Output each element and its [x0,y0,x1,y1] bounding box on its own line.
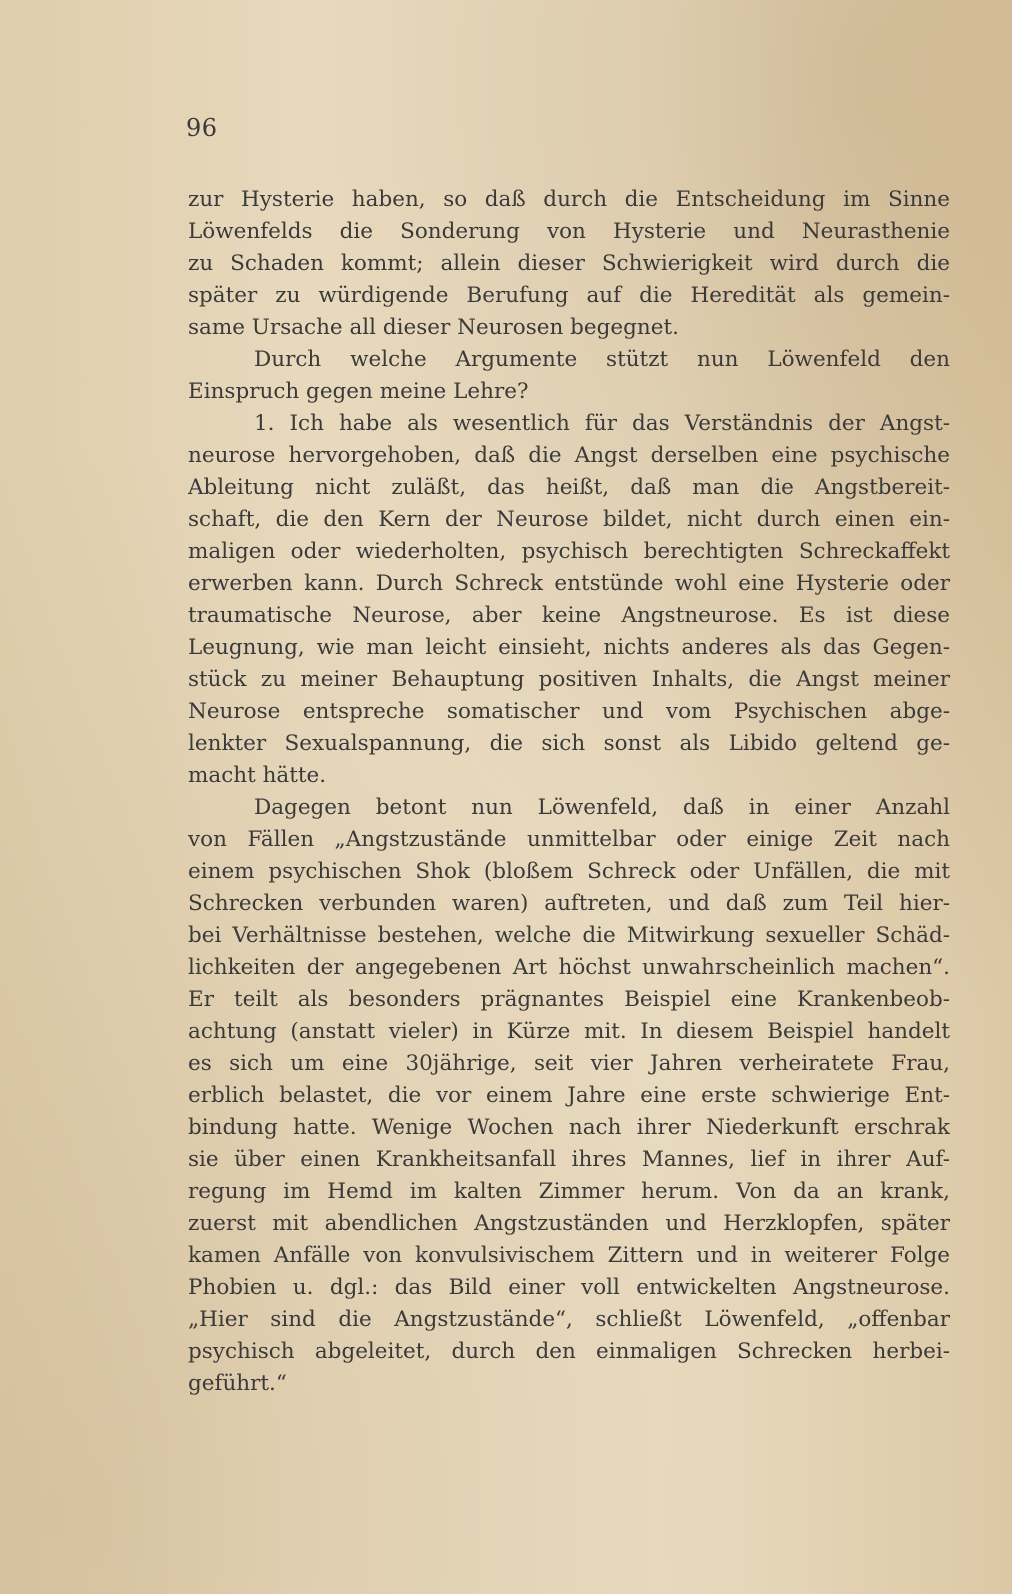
text-line: bei Verhältnisse bestehen, welche die Mitwirkung sexueller Schäd- [188,923,950,948]
text-line: Dagegen betont nun Löwenfeld, daß in einer Anzahl [254,795,950,820]
text-line: Durch welche Argumente stützt nun Löwenfeld den [254,347,950,372]
text-line: Ableitung nicht zuläßt, das heißt, daß man die Angstbereit- [188,475,950,500]
text-line: Einspruch gegen meine Lehre? [188,379,529,404]
text-line: zu Schaden kommt; allein dieser Schwierigkeit wird durch die [188,251,950,276]
text-line: macht hätte. [188,763,327,788]
text-line: 1. Ich habe als wesentlich für das Verständnis der Angst- [254,411,950,436]
text-line: später zu würdigende Berufung auf die Heredität als gemein- [188,283,950,308]
text-line: maligen oder wiederholten, psychisch berechtigten Schreckaffekt [188,539,950,564]
text-line: achtung (anstatt vieler) in Kürze mit. In diesem Beispiel handelt [188,1019,950,1044]
text-line: zur Hysterie haben, so daß durch die Entscheidung im Sinne [188,187,950,212]
text-line: bindung hatte. Wenige Wochen nach ihrer Niederkunft erschrak [188,1115,950,1140]
text-line: schaft, die den Kern der Neurose bildet, nicht durch einen ein- [188,507,950,532]
text-line: same Ursache all dieser Neurosen begegnet. [188,315,679,340]
text-line: stück zu meiner Behauptung positiven Inhalts, die Angst meiner [188,667,950,692]
text-line: „Hier sind die Angstzustände“, schließt Löwenfeld, „offenbar [188,1307,950,1332]
text-line: lichkeiten der angegebenen Art höchst unwahrscheinlich machen“. [188,955,950,980]
text-line: Neurose entspreche somatischer und vom Psychischen abge- [188,699,950,724]
text-line: neurose hervorgehoben, daß die Angst derselben eine psychische [188,443,950,468]
body-text [188,184,950,1400]
text-line: Leugnung, wie man leicht einsieht, nichts anderes als das Gegen- [188,635,950,660]
text-line: Schrecken verbunden waren) auftreten, und daß zum Teil hier- [188,891,950,916]
text-line: von Fällen „Angstzustände unmittelbar oder einige Zeit nach [188,827,950,852]
text-line: kamen Anfälle von konvulsivischem Zittern und in weiterer Folge [188,1243,950,1268]
text-line: traumatische Neurose, aber keine Angstneurose. Es ist diese [188,603,950,628]
text-line: Löwenfelds die Sonderung von Hysterie und Neurasthenie [188,219,950,244]
text-line: geführt.“ [188,1371,287,1396]
text-line: lenkter Sexualspannung, die sich sonst als Libido geltend ge- [188,731,950,756]
text-line: psychisch abgeleitet, durch den einmaligen Schrecken herbei- [188,1339,950,1364]
text-line: regung im Hemd im kalten Zimmer herum. Von da an krank, [188,1179,950,1204]
text-line: Er teilt als besonders prägnantes Beispiel eine Krankenbeob- [188,987,950,1012]
text-line: Phobien u. dgl.: das Bild einer voll entwickelten Angstneurose. [188,1275,950,1300]
text-line: sie über einen Krankheitsanfall ihres Mannes, lief in ihrer Auf- [188,1147,950,1172]
text-line: einem psychischen Shok (bloßem Schreck oder Unfällen, die mit [188,859,950,884]
text-line: zuerst mit abendlichen Angstzuständen und Herzklopfen, später [188,1211,950,1236]
text-line: es sich um eine 30jährige, seit vier Jahren verheiratete Frau, [188,1051,950,1076]
text-line: erblich belastet, die vor einem Jahre eine erste schwierige Ent- [188,1083,950,1108]
page-number: 96 [186,114,218,142]
text-line: erwerben kann. Durch Schreck entstünde wohl eine Hysterie oder [188,571,950,596]
